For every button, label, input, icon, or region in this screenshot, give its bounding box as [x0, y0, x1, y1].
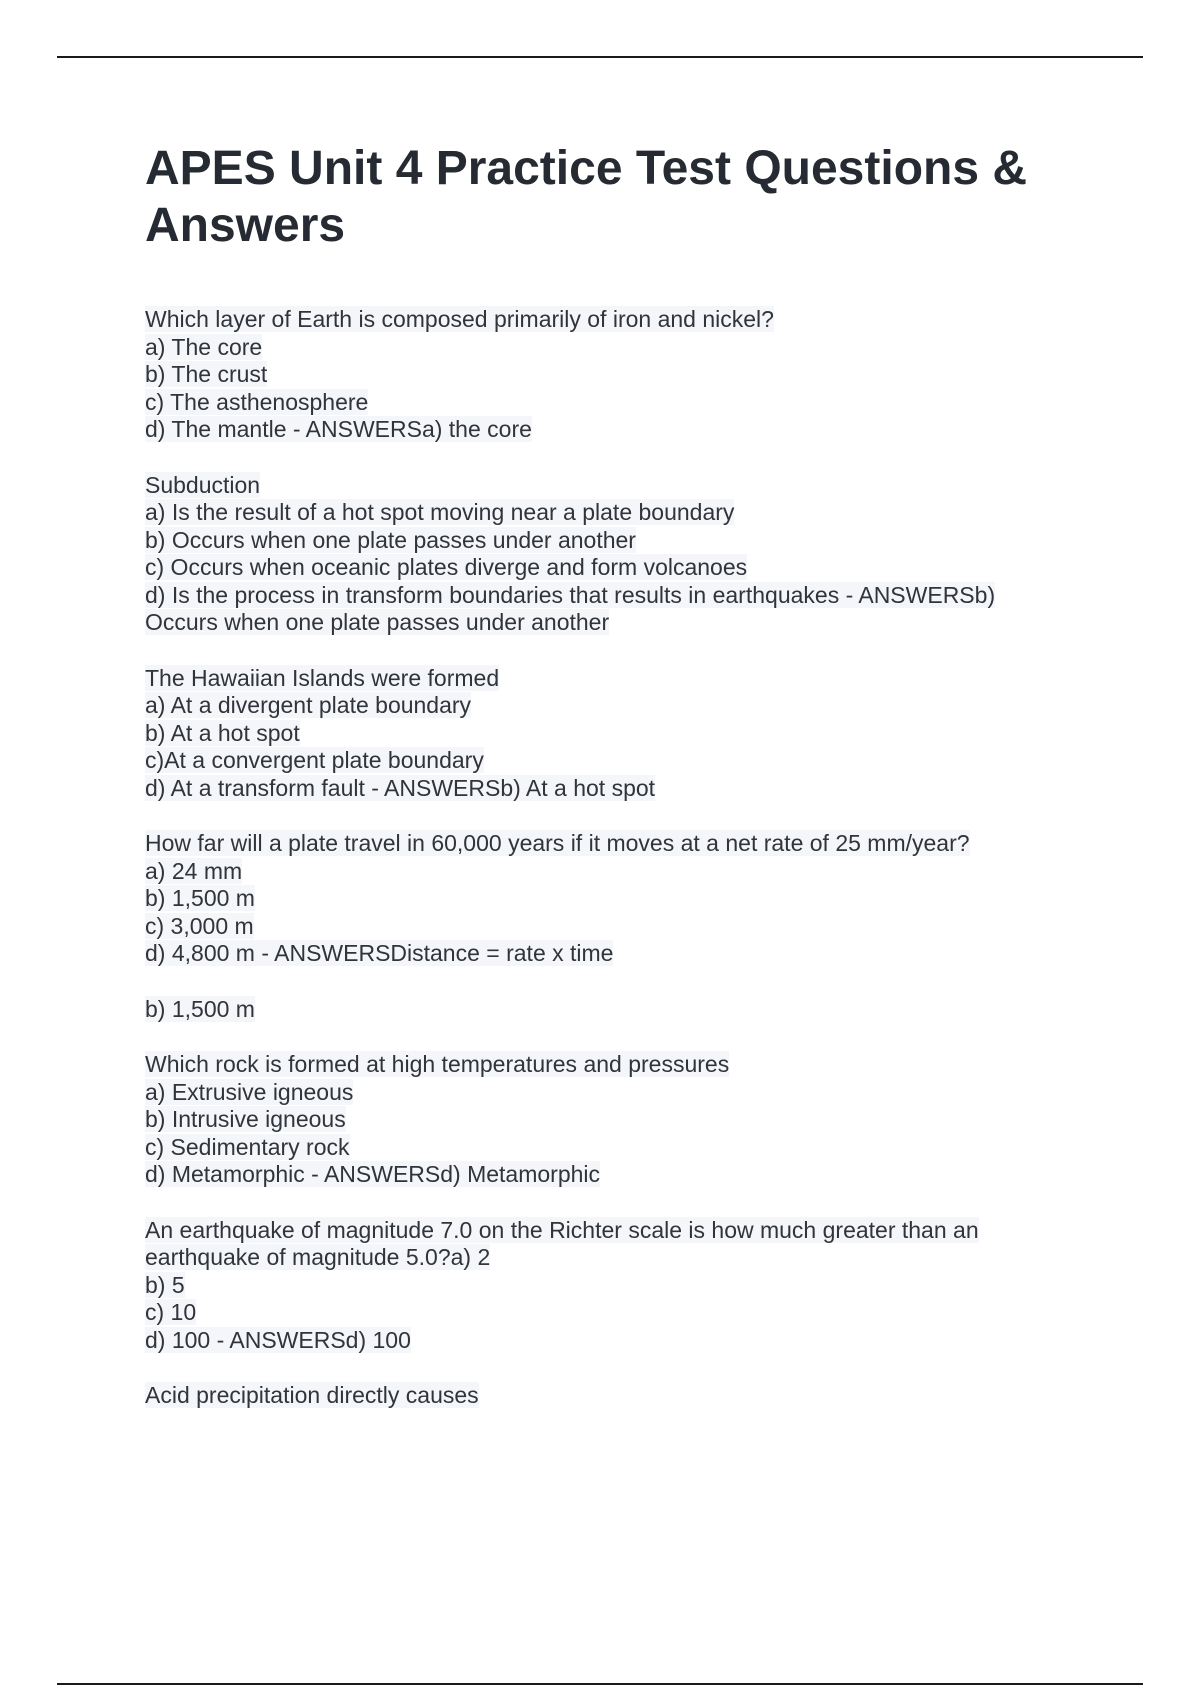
- answer-option: a) At a divergent plate boundary: [145, 692, 472, 718]
- answer-option: c) 3,000 m: [145, 912, 254, 939]
- answer-option-with-answer: d) The mantle - ANSWERSa) the core: [145, 416, 532, 442]
- answer-option: c) Sedimentary rock: [145, 1133, 350, 1160]
- answer-option: a) Is the result of a hot spot moving near a plate boundary: [145, 499, 735, 525]
- answer-option: b) At a hot spot: [145, 719, 300, 746]
- answer-option: b) Intrusive igneous: [145, 1106, 346, 1132]
- question-text: Which rock is formed at high temperatures and pressures: [145, 1051, 730, 1077]
- question-block: [145, 306, 1065, 444]
- question-list: [145, 306, 1065, 1410]
- question-text: Which layer of Earth is composed primarily of iron and nickel?: [145, 306, 774, 332]
- question-text-continued: earthquake of magnitude 5.0?a) 2: [145, 1244, 491, 1270]
- question-block: [145, 1051, 1065, 1189]
- answer-option: b) Occurs when one plate passes under another: [145, 526, 636, 553]
- answer-option-with-answer: d) 100 - ANSWERSd) 100: [145, 1326, 411, 1353]
- answer-option-with-answer: d) Metamorphic - ANSWERSd) Metamorphic: [145, 1161, 601, 1187]
- question-text: An earthquake of magnitude 7.0 on the Richter scale is how much greater than an: [145, 1216, 979, 1243]
- question-text: How far will a plate travel in 60,000 years if it moves at a net rate of 25 mm/year?: [145, 830, 970, 856]
- document-body: [145, 140, 1065, 1438]
- answer-text: b) 1,500 m: [145, 995, 255, 1022]
- answer-option: a) 24 mm: [145, 857, 243, 884]
- answer-option: b) The crust: [145, 361, 268, 387]
- question-block: [145, 1382, 1065, 1410]
- answer-option: c) 10: [145, 1299, 197, 1325]
- answer-option: a) Extrusive igneous: [145, 1078, 354, 1105]
- question-block: [145, 1217, 1065, 1355]
- bottom-rule: [57, 1683, 1143, 1685]
- answer-option: c)At a convergent plate boundary: [145, 747, 484, 773]
- answer-option: c) The asthenosphere: [145, 388, 369, 415]
- answer-option: b) 5: [145, 1271, 185, 1298]
- question-block: [145, 665, 1065, 803]
- question-text: Subduction: [145, 471, 261, 498]
- document-title: APES Unit 4 Practice Test Questions & Answers: [145, 142, 1028, 252]
- answer-block: [145, 996, 1065, 1024]
- answer-option: b) 1,500 m: [145, 885, 255, 911]
- answer-option: a) The core: [145, 333, 263, 360]
- answer-option-with-answer: d) 4,800 m - ANSWERSDistance = rate x time: [145, 940, 614, 966]
- answer-option-with-answer: d) Is the process in transform boundaries that results in earthquakes - ANSWERSb): [145, 581, 996, 608]
- top-rule: [57, 56, 1143, 58]
- question-text: The Hawaiian Islands were formed: [145, 664, 500, 691]
- answer-option: c) Occurs when oceanic plates diverge and form volcanoes: [145, 554, 748, 580]
- question-block: [145, 472, 1065, 637]
- question-text: Acid precipitation directly causes: [145, 1382, 479, 1408]
- answer-option-with-answer: d) At a transform fault - ANSWERSb) At a hot spot: [145, 774, 656, 801]
- answer-text-continued: Occurs when one plate passes under another: [145, 609, 610, 635]
- question-block: [145, 830, 1065, 968]
